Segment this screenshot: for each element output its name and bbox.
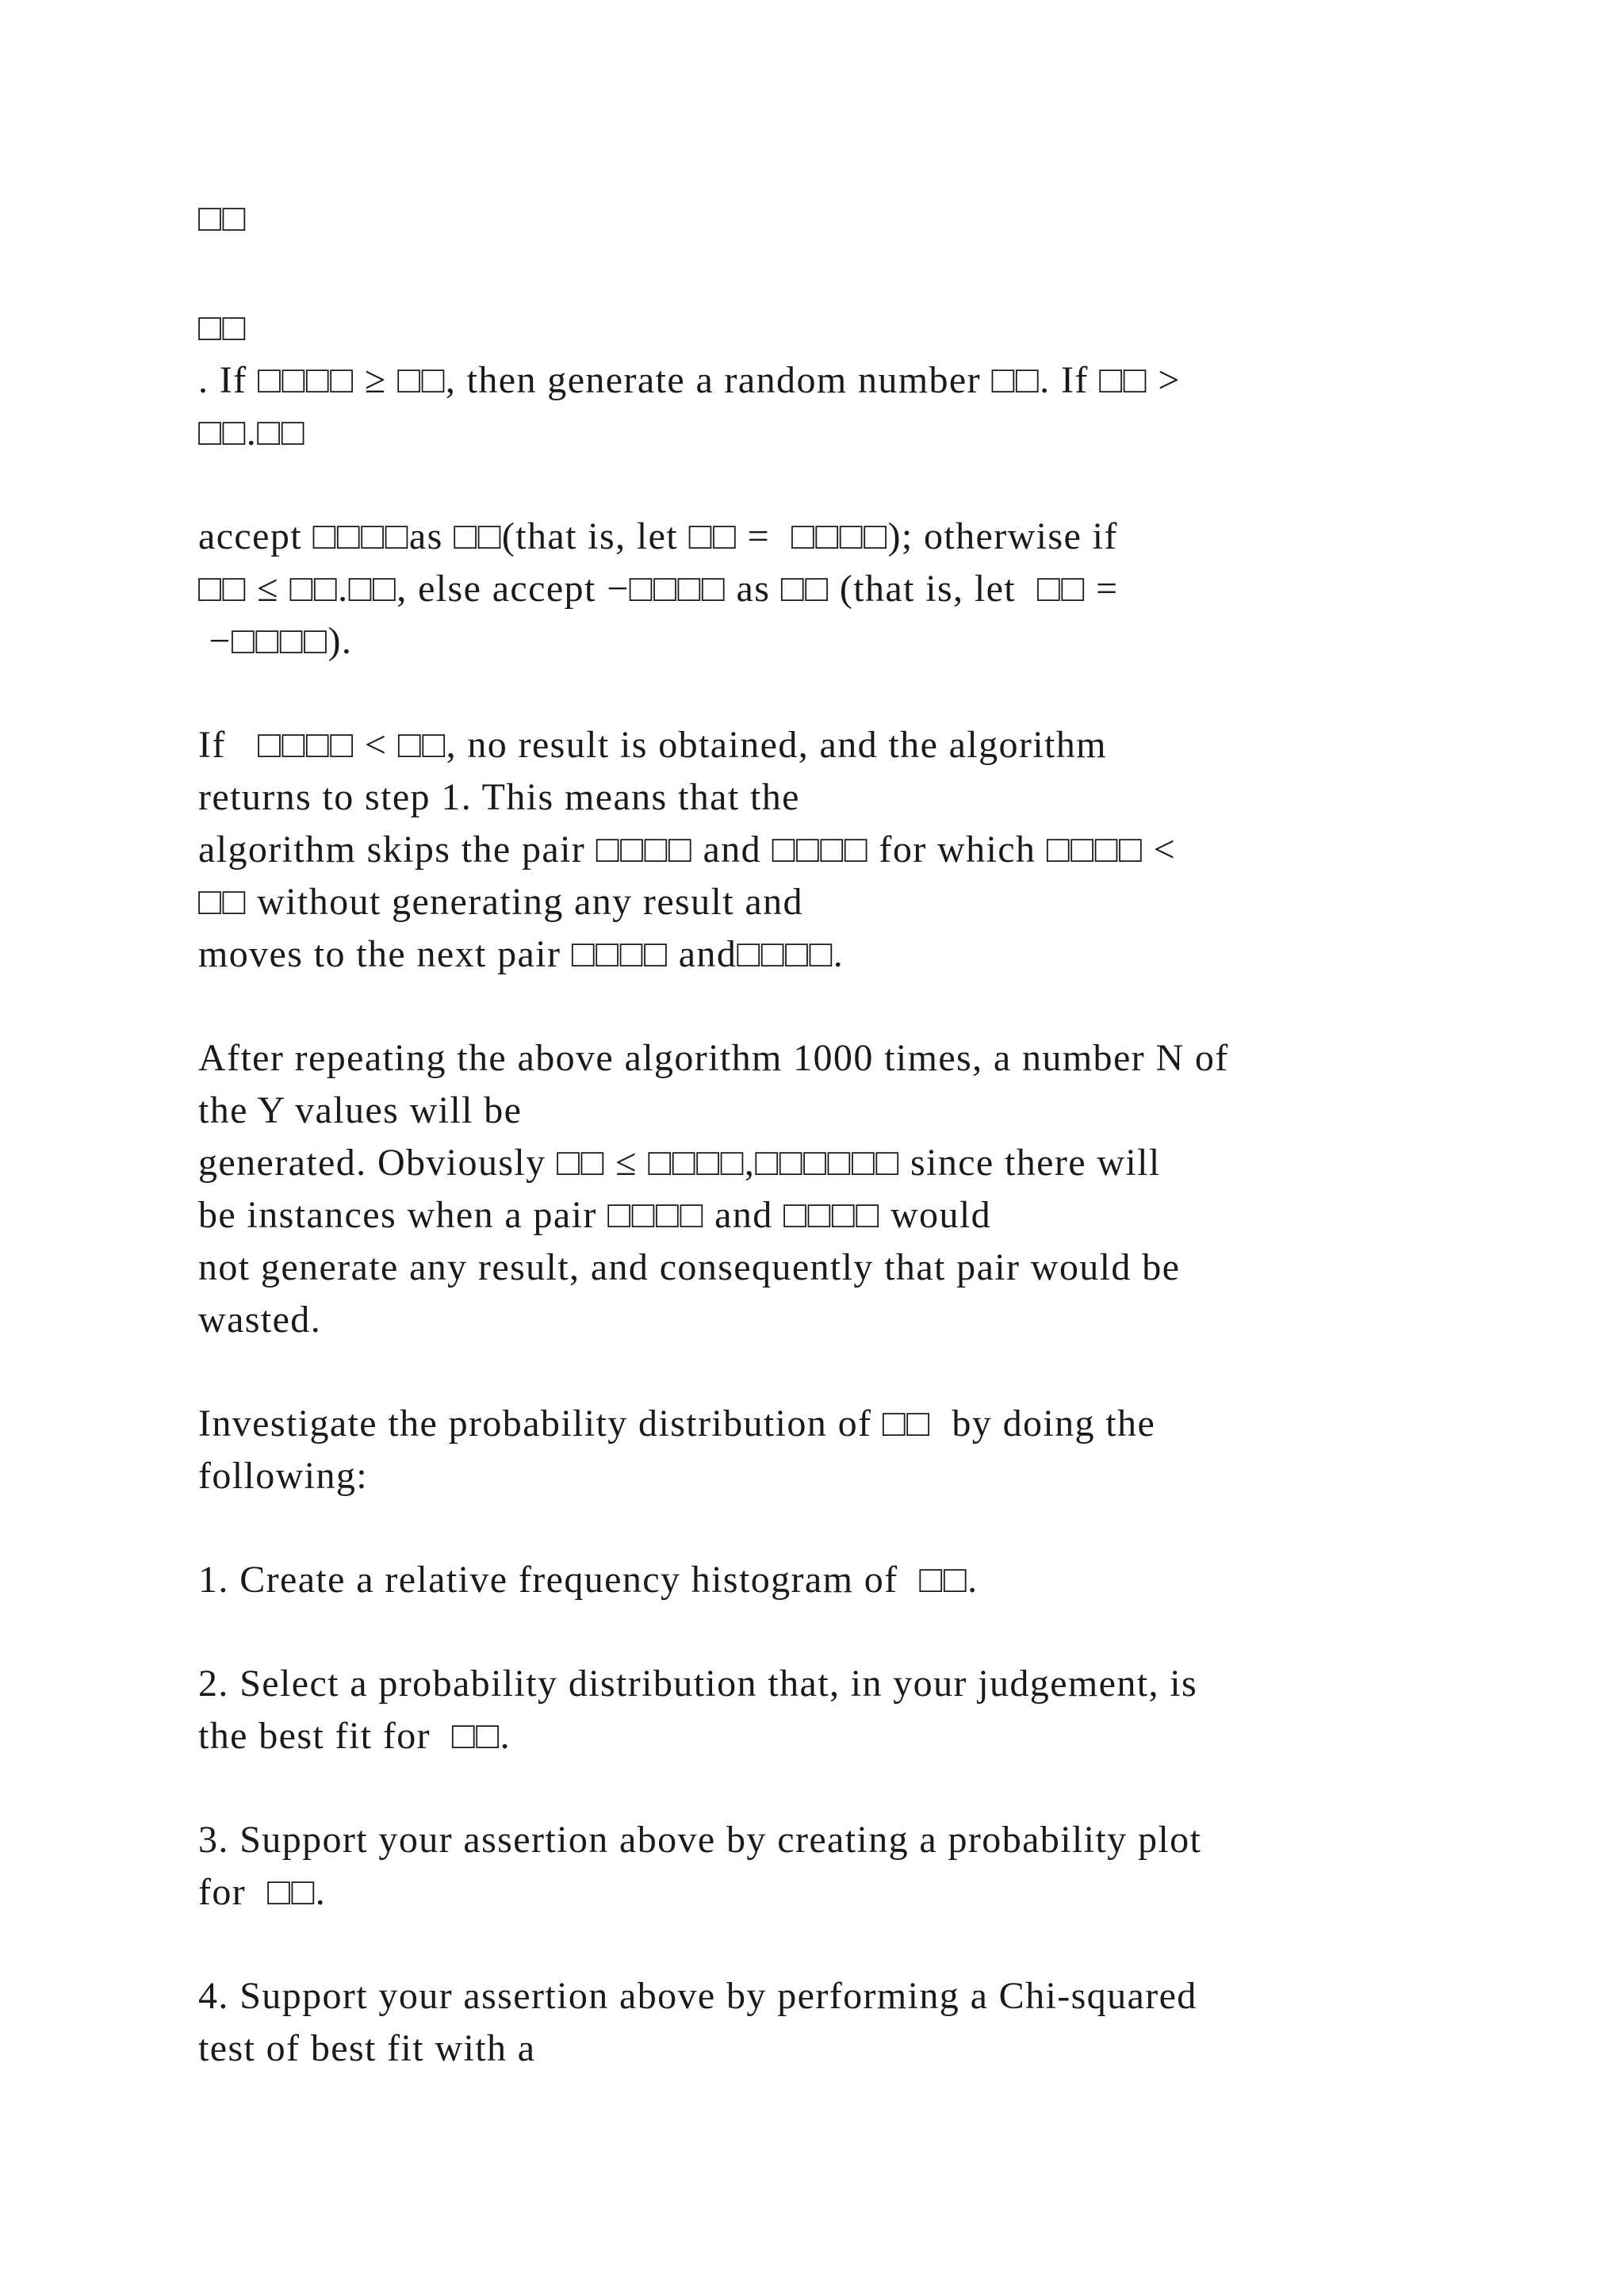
text-line: the Y values will be	[198, 1089, 523, 1131]
text-line: −□□□□).	[198, 620, 353, 662]
text-line: for □□.	[198, 1871, 327, 1913]
text-line: accept □□□□as □□(that is, let □□ = □□□□); otherwise if	[198, 515, 1118, 557]
text-line: If □□□□ < □□, no result is obtained, and the algorithm	[198, 724, 1107, 766]
text-line: generated. Obviously □□ ≤ □□□□,□□□□□□ since there will	[198, 1142, 1161, 1184]
text-line: 2. Select a probability distribution that, in your judgement, is	[198, 1663, 1198, 1705]
text-line: following:	[198, 1455, 368, 1497]
text-line: □□	[198, 197, 247, 239]
text-line: After repeating the above algorithm 1000 times, a number N of	[198, 1037, 1229, 1079]
text-line: test of best fit with a	[198, 2027, 536, 2069]
text-line: algorithm skips the pair □□□□ and □□□□ for which □□□□ <	[198, 828, 1177, 871]
text-line: □□ ≤ □□.□□, else accept −□□□□ as □□ (that is, let □□ =	[198, 568, 1119, 610]
text-line: □□ without generating any result and	[198, 881, 803, 923]
text-line: Investigate the probability distribution of □□ by doing the	[198, 1402, 1156, 1445]
text-line: not generate any result, and consequently that pair would be	[198, 1246, 1181, 1288]
text-line: □□.□□	[198, 411, 305, 453]
text-line: 3. Support your assertion above by creating a probability plot	[198, 1819, 1202, 1861]
text-line: . If □□□□ ≥ □□, then generate a random number □□. If □□ >	[198, 359, 1181, 401]
text-line: be instances when a pair □□□□ and □□□□ would	[198, 1194, 991, 1236]
text-line: returns to step 1. This means that the	[198, 776, 800, 818]
text-line: 1. Create a relative frequency histogram of □□.	[198, 1559, 979, 1601]
text-line: 4. Support your assertion above by performing a Chi-squared	[198, 1975, 1197, 2017]
text-line: the best fit for □□.	[198, 1715, 511, 1757]
text-line: □□	[198, 307, 247, 349]
text-line: moves to the next pair □□□□ and□□□□.	[198, 933, 845, 975]
text-line: wasted.	[198, 1299, 322, 1341]
